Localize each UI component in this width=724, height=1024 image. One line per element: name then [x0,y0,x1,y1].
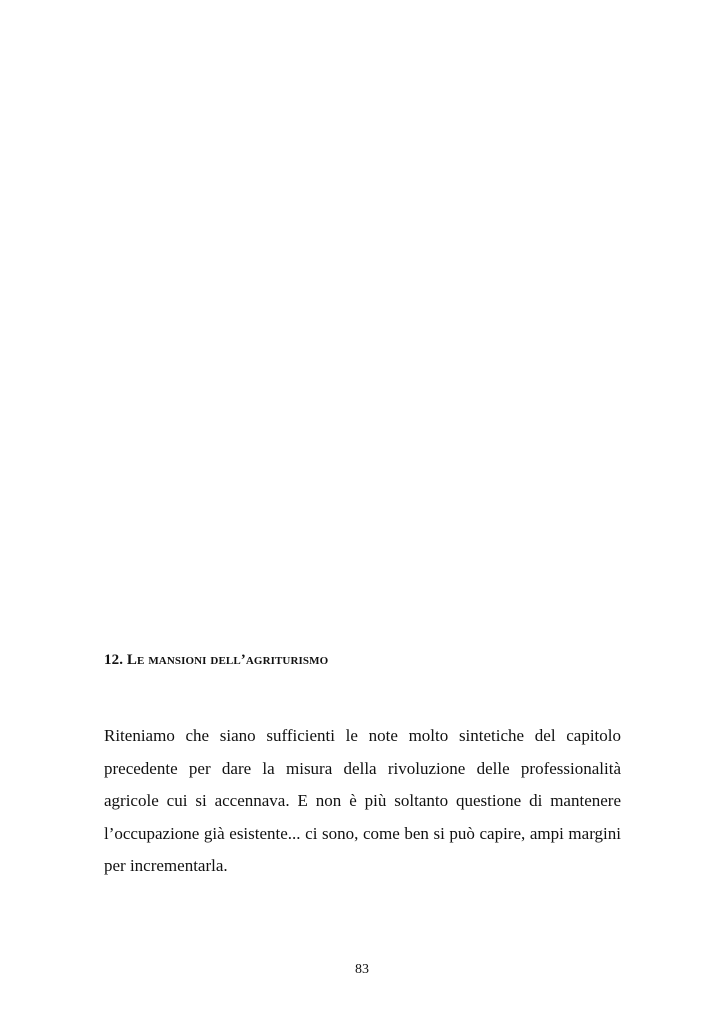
section-title-initial: L [126,652,138,668]
section-number: 12. [104,652,124,668]
page-number: 83 [355,962,369,977]
section-heading [104,650,328,670]
section-title-rest: e mansioni dell’agriturismo [137,652,329,668]
body-paragraph: Riteniamo che siano sufficienti le note molto sintetiche del capitolo precedente per dare la misura della rivoluzione delle professionalità agricole cui si accennava. E non è più soltanto questione di mantenere l’occupazione già esistente... ci sono, come ben si può capire, ampi margini per incrementarla. [104,726,621,875]
